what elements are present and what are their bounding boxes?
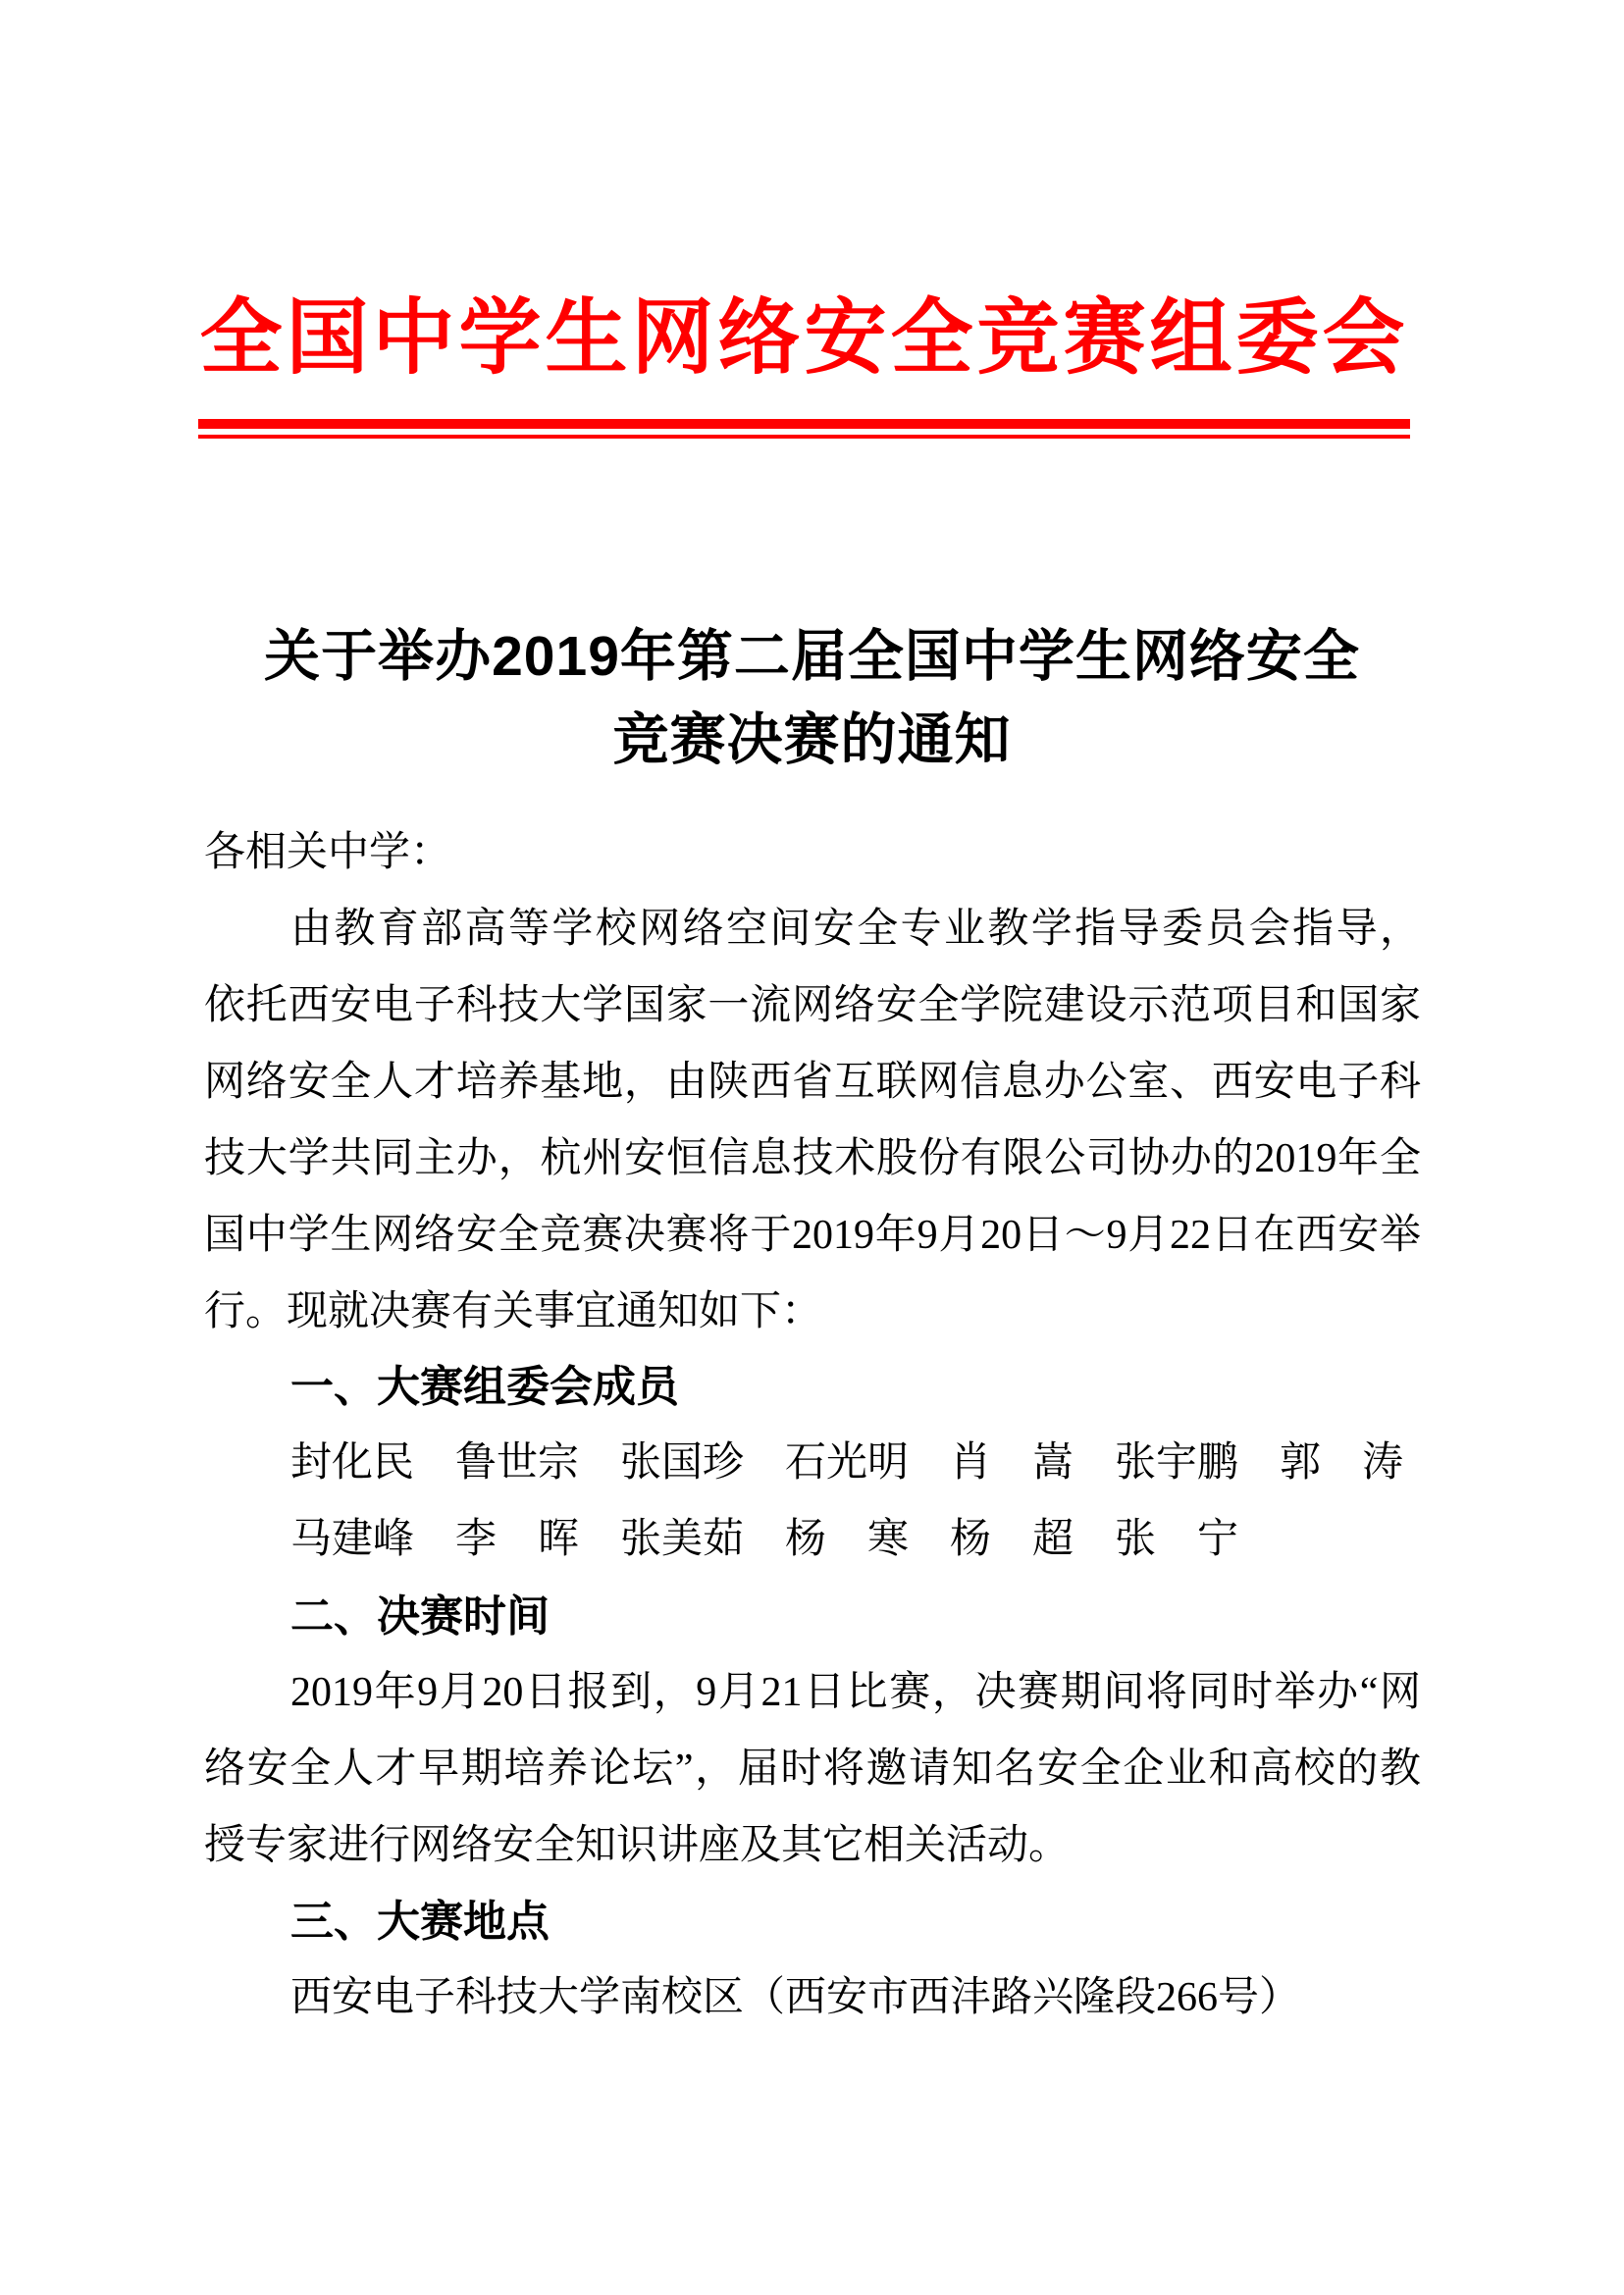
section-1-heading: 一、大赛组委会成员: [290, 1363, 679, 1411]
intro-line: 国中学生网络安全竞赛决赛将于2019年9月20日～9月22日在西安举: [204, 1213, 1421, 1258]
venue-line: 西安电子科技大学南校区（西安市西沣路兴隆段266号）: [290, 1975, 1301, 2020]
document-title-line-1: 关于举办2019年第二届全国中学生网络安全: [264, 625, 1360, 688]
final-time-line: 授专家进行网络安全知识讲座及其它相关活动。: [204, 1823, 1071, 1868]
document-title-line-2: 竞赛决赛的通知: [612, 708, 1012, 771]
letterhead-rule-thin: [198, 435, 1410, 439]
intro-line: 依托西安电子科技大学国家一流网络安全学院建设示范项目和国家: [204, 983, 1421, 1028]
intro-line: 网络安全人才培养基地，由陕西省互联网信息办公室、西安电子科: [204, 1060, 1421, 1105]
intro-line: 由教育部高等学校网络空间安全专业教学指导委员会指导，: [290, 907, 1421, 952]
letterhead-org-name: 全国中学生网络安全竞赛组委会: [199, 291, 1409, 384]
final-time-line: 络安全人才早期培养论坛”，届时将邀请知名安全企业和高校的教: [204, 1747, 1421, 1792]
intro-line: 行。现就决赛有关事宜通知如下：: [204, 1289, 823, 1334]
committee-members-line: 封化民 鲁世宗 张国珍 石光明 肖 嵩 张宇鹏 郭 涛: [290, 1440, 1404, 1486]
section-2-heading: 二、决赛时间: [290, 1592, 550, 1641]
final-time-line: 2019年9月20日报到，9月21日比赛，决赛期间将同时举办“网: [290, 1670, 1421, 1715]
committee-members-line: 马建峰 李 晖 张美茹 杨 寒 杨 超 张 宁: [290, 1517, 1239, 1562]
section-3-heading: 三、大赛地点: [290, 1898, 550, 1946]
intro-line: 技大学共同主办，杭州安恒信息技术股份有限公司协办的2019年全: [204, 1136, 1421, 1181]
salutation: 各相关中学：: [204, 830, 452, 875]
letterhead-rule-thick: [198, 419, 1410, 429]
